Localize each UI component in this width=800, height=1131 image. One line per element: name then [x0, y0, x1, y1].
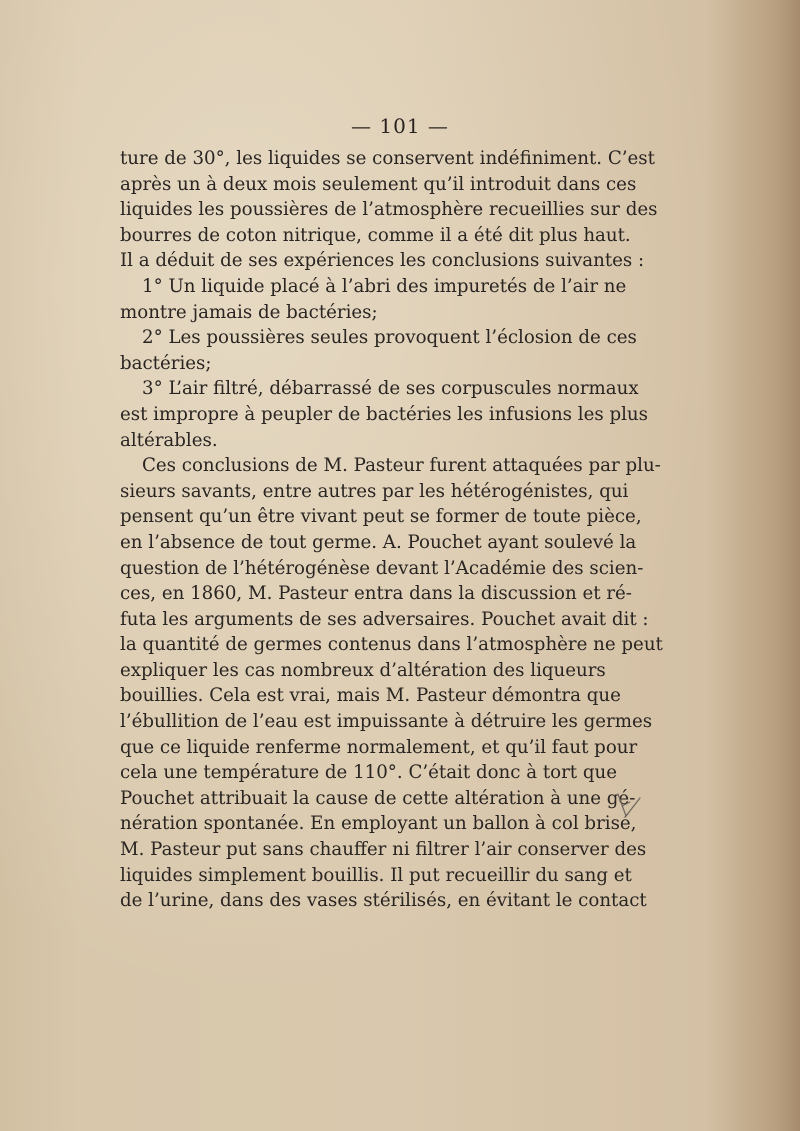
text-line: ces, en 1860, M. Pasteur entra dans la discussion et ré-	[120, 583, 632, 605]
text-line: bouillies. Cela est vrai, mais M. Pasteur démontra que	[120, 685, 621, 707]
text-line: Ces conclusions de M. Pasteur furent attaquées par plu-	[142, 455, 661, 477]
text-line: liquides simplement bouillis. Il put recueillir du sang et	[120, 864, 632, 886]
text-line: Pouchet attribuait la cause de cette altération à une gé-	[120, 787, 636, 809]
text-line: sieurs savants, entre autres par les hétérogénistes, qui	[120, 480, 629, 502]
text-line: que ce liquide renferme normalement, et qu’il faut pour	[120, 736, 638, 758]
page-number: — 101 —	[351, 114, 449, 138]
text-line: liquides les poussières de l’atmosphère recueillies sur des	[120, 199, 658, 221]
text-line: M. Pasteur put sans chauffer ni filtrer l’air conserver des	[120, 839, 647, 861]
text-line: 2° Les poussières seules provoquent l’éclosion de ces	[142, 327, 637, 349]
text-line: ture de 30°, les liquides se conservent indéfiniment. C’est	[120, 148, 655, 169]
text-line: Il a déduit de ses expériences les conclusions suivantes :	[120, 250, 645, 272]
text-line: pensent qu’un être vivant peut se former de toute pièce,	[120, 506, 642, 528]
pencil-check-mark	[616, 790, 644, 820]
text-line: bactéries;	[120, 352, 212, 374]
text-line: 1° Un liquide placé à l’abri des impuretés de l’air ne	[142, 275, 627, 297]
text-line: nération spontanée. En employant un ballon à col brisé,	[120, 813, 637, 835]
text-line: est impropre à peupler de bactéries les infusions les plus	[120, 403, 648, 425]
text-line: la quantité de germes contenus dans l’atmosphère ne peut	[120, 634, 663, 656]
text-line: expliquer les cas nombreux d’altération des liqueurs	[120, 659, 606, 681]
text-line: bourres de coton nitrique, comme il a été dit plus haut.	[120, 224, 631, 246]
text-line: de l’urine, dans des vases stérilisés, en évitant le contact	[120, 890, 647, 912]
text-line: après un à deux mois seulement qu’il introduit dans ces	[120, 173, 637, 195]
text-line: l’ébullition de l’eau est impuissante à détruire les germes	[120, 711, 653, 733]
body-text	[120, 146, 663, 914]
text-line: en l’absence de tout germe. A. Pouchet ayant soulevé la	[120, 531, 637, 553]
text-line: 3° L’air filtré, débarrassé de ses corpuscules normaux	[142, 378, 639, 400]
text-line: montre jamais de bactéries;	[120, 301, 378, 323]
text-line: futa les arguments de ses adversaires. Pouchet avait dit :	[120, 608, 649, 630]
text-line: cela une température de 110°. C’était donc à tort que	[120, 762, 618, 784]
text-line: altérables.	[120, 429, 218, 451]
text-line: question de l’hétérogénèse devant l’Académie des scien-	[120, 557, 644, 579]
